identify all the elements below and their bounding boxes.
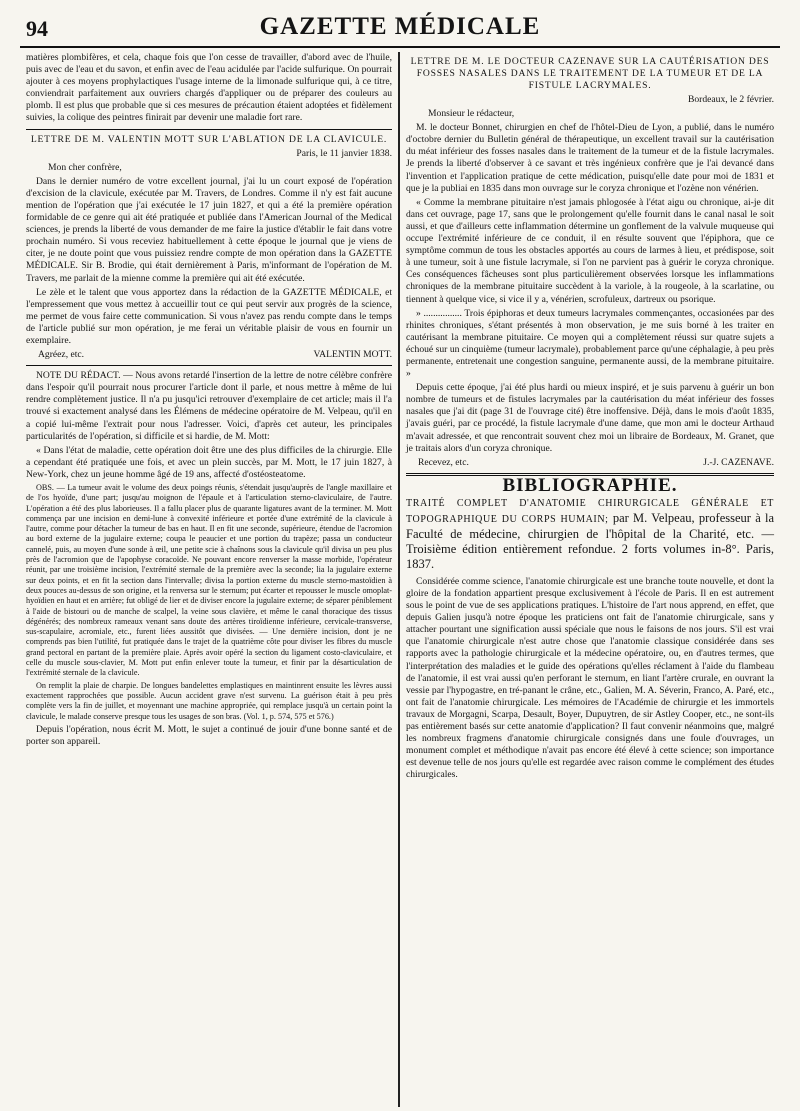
mott-dateline: Paris, le 11 janvier 1838.	[296, 147, 392, 159]
masthead-title: GAZETTE MÉDICALE	[259, 13, 541, 40]
final-remark: Depuis l'opération, nous écrit M. Mott, le sujet a continué de jouir d'une bonne santé et de porter son appareil.	[26, 723, 392, 747]
mott-closing: Agréez, etc.	[38, 349, 85, 361]
cazenave-paragraph-1: M. le docteur Bonnet, chirurgien en chef de l'hôtel-Dieu de Lyon, a publié, dans le numéro d'octobre dernier du Bulletin général de thérapeutique, un excellent travail sur la cautérisation du méat inférieur des fosses nasales dans le traitement de la tumeur et de la fistule lacrymales. Je prends la liberté d'observer à ce savant et très ingénieux confrère que je l'ai devancé dans l'invention et l'application pratique de cette médication, puisqu'elle date pour moi de 1831 et que je la publiai en 1835 dans mon ouvrage sur le coryza chronique et l'ozène non vénérien.	[406, 122, 774, 194]
cazenave-dateline: Bordeaux, le 2 février.	[687, 94, 774, 105]
editor-note: NOTE DU RÉDACT. — Nous avons retardé l'insertion de la lettre de notre célèbre confrère dans l'espoir qu'il pourrait nous procurer l'article dont il parle, et nous mettre à même de lui rendre complètement justice. Il n'a pu jusqu'ici retrouver d'exemplaire de cet article; mais il l'a trouvé si exactement analysé dans les Élémens de médecine opératoire de M. Velpeau, qu'il en a copié lui-même l'extrait pour nous l'adresser. Voici, d'après cet auteur, les principales particularités de l'opération, si difficile et si hardie, de M. Mott:	[26, 370, 392, 442]
book-title: TRAITÉ COMPLET D'ANATOMIE CHIRURGICALE GÉNÉRALE ET TOPOGRAPHIQUE DU CORPS HUMAIN;	[406, 497, 774, 525]
mott-signature: VALENTIN MOTT.	[313, 349, 392, 361]
bibliographie-heading: BIBLIOGRAPHIE.	[502, 474, 678, 496]
mott-salutation: Mon cher confrère,	[48, 161, 122, 173]
cazenave-signoff	[406, 457, 774, 469]
book-citation	[406, 495, 774, 572]
cazenave-salutation: Monsieur le rédacteur,	[428, 108, 515, 120]
mott-signoff	[26, 349, 392, 361]
mott-letter-heading: LETTRE DE M. VALENTIN MOTT SUR L'ABLATION DE LA CLAVICULE.	[30, 133, 388, 145]
page-header	[20, 10, 780, 48]
cazenave-signature: J.-J. CAZENAVE.	[703, 456, 774, 468]
velpeau-quote: « Dans l'état de maladie, cette opération doit être une des plus difficiles de la chirurgie. Elle a cependant été pratiquée une fois, et avec un plein succès, par M. Mott, le 17 juin 1827, à New-York, chez un jeune homme âgé de 19 ans, affecté d'ostéosteatome.	[26, 444, 392, 480]
cazenave-letter-heading: LETTRE DE M. LE DOCTEUR CAZENAVE SUR LA CAUTÉRISATION DES FOSSES NASALES DANS LE TRAITEMENT DE LA TUMEUR ET DE LA FISTULE LACRYMALES.	[410, 56, 770, 91]
right-column	[400, 52, 780, 1107]
mott-paragraph-2: Le zèle et le talent que vous apportez dans la rédaction de la GAZETTE MÉDICALE, et l'empressement que vous mettez à accueillir tout ce qui peut servir aux progrès de la science, me permet de vous faire cette communication. Si vous n'avez pas rendu compte dans le temps de l'article publié sur mon opération, je me ferai un véritable plaisir de vous en fournir un exemplaire.	[26, 286, 392, 346]
divider	[26, 365, 392, 366]
observation-continued: On remplit la plaie de charpie. De longues bandelettes emplastiques en maintinrent ensuite les lèvres aussi exactement rapprochées que possible. Aucun accident grave n'est survenu. La guérison était à peu près complète vers la fin de juillet, et moyennant une machine appropriée, qui remplace jusqu'à un certain point la clavicule, le malade conserve presque tous les usages de son bras. (Vol. 1, p. 574, 575 et 576.)	[26, 680, 392, 721]
cazenave-paragraph-4: Depuis cette époque, j'ai été plus hardi ou mieux inspiré, et je suis parvenu à guérir un bon nombre de tumeurs et de fistules lacrymales par la cautérisation du méat inférieur des fosses nasales que j'ai dit (page 31 de l'ouvrage cité) être inoffensive. Déjà, dans le mois d'août 1835, j'avais guéri, par ce procédé, la fistule lacrymale d'une dame, que mon ami le docteur Arthaud m'avait adressée, et que rencontrait souvent chez moi un libraire de Bordeaux, M. Granet, que je traitais alors d'un coryza chronique.	[406, 382, 774, 454]
observation-text: OBS. — La tumeur avait le volume des deux poings réunis, s'étendait jusqu'auprès de l'angle maxillaire et de l'os hyoïde, d'une part; jusqu'au moignon de l'épaule et à l'articulation sterno-claviculaire, de l'autre. L'opération a été des plus laborieuses. Il a fallu placer plus de quarante ligatures avant de la terminer. M. Mott commença par une incision en demi-lune à convexité inférieure et portée d'une extrémité de la clavicule à l'autre, comme pour détacher la tumeur de bas en haut. Il en fit une seconde, supérieure, étendue de l'acromion au bord externe de la jugulaire externe; coupa le peaucier et une portion du trapèze; passa un conducteur cannelé, puis, au moyen d'une sonde à œil, une petite scie à chaînons sous la clavicule qu'il divisa un peu plus près de l'acromion que de l'apophyse coracoïde. Ne pouvant encore renverser la masse morbide, l'opérateur réunit, par une troisième incision, l'extrémité sternale de la première avec la seconde; lia la jugulaire externe sur deux points, et en fit la section dans l'intervalle; divisa la portion externe du muscle sterno-mastoïdien à deux pouces au-dessus de son origine, et la renversa sur le sternum; put écarter et repousser le muscle omoplat-hyoïdien en haut et en arrière; fut obligé de lier et de diviser encore la jugulaire externe; de séparer péniblement à l'aide de bistouri ou de manche de scalpel, la veine sous clavière, et même le canal thoracique des tissus dégénérés; des nombreux rameaux venant sans doute des artères tiroïdienne inférieure, cervicale-transverse, sus-scapulaire, acromiale, etc., furent liées aussitôt que divisées. — Une dernière incision, dont je ne comprends pas bien l'utilité, fut pratiquée dans le trajet de la quatrième côte pour diviser les fibres du muscle grand pectoral en partant de la première plaie. Après avoir opéré la section du ligament costo-claviculaire, et celle du muscle sous-clavier, M. Mott put enfin enlever toute la tumeur, et finir par la désarticulation de l'extrémité sternale de la clavicule.	[26, 483, 392, 678]
columns	[20, 52, 780, 1107]
intro-paragraph: matières plombifères, et cela, chaque fois que l'on cesse de travailler, d'abord avec de l'huile, puis avec de l'eau et du savon, et enfin avec de l'eau acidulée par l'acide sulfurique. On pourrait ajouter à ces moyens prophylactiques l'usage interne de la limonade sulfurique qui, à ce titre, conviendrait parfaitement aux ouvriers chargés d'appliquer ou de préparer des couleurs au plomb. Il est plus que probable que si ces mesures de précaution étaient adoptées et fidèlement suivies, la colique des peintres finirait par devenir une maladie fort rare.	[26, 52, 392, 124]
mott-paragraph-1: Dans le dernier numéro de votre excellent journal, j'ai lu un court exposé de l'opération d'excision de la clavicule, exécutée par M. Travers, de Londres. Comme il n'y est fait aucune mention de l'opération que j'ai exécutée le 17 juin 1827, et qui a été la première opération formidable de ce genre qui ait été pratiquée et publiée dans l'American Journal of the Medical sciences, je prends la liberté de vous demander de me faire la justice d'établir le fait dans votre prochain numéro. Si vous receviez habituellement à cette époque le journal que je viens de citer, je ne doute point que vous puissiez rendre compte de mon opération dans la GAZETTE MÉDICALE. Sir B. Brodie, qui était dernièrement à Paris, m'informant de l'opération de M. Travers, me parlait de la mienne comme la première qui ait été exécutée.	[26, 175, 392, 284]
cazenave-paragraph-3: » ................ Trois épiphoras et deux tumeurs lacrymales commençantes, occasionées par des rhinites chroniques, s'étant présentés à mon observation, je me suis borné à les traiter en cautérisant la membrane pituitaire. Ce moyen qui a complètement réussi sur quatre sujets a échoué sur un cinquième (tumeur lacrymale), probablement parce qu'une céphalagie, à peu près permanente, entretenait une congestion sanguine, permanente aussi, de la membrane pituitaire. »	[406, 307, 774, 380]
page-number: 94	[26, 16, 48, 41]
cazenave-paragraph-2: « Comme la membrane pituitaire n'est jamais phlogosée à l'état aigu ou chronique, ai-je dit dans cet ouvrage, page 17, sans que le prolongement qu'elle fournit dans le canal nasal le soit aussi, et que d'ailleurs cette inflammation détermine un gonflement de la valvule muqueuse qui occupe l'extrémité inférieure de ce conduit, il en résulte souvent que l'épiphora, que ce symptôme commun de tous les obstacles apportés au cours de larmes à lieu, et prédispose, soit à une tumeur, soit à une fistule lacrymale, si l'on ne parvient pas à guérir le coryza chronique. Ces conséquences fâcheuses sont plus particulièrement observées lorsque les inflammations chroniques de la membrane pituitaire succèdent à la variole, à la rougeole, à la scarlatine, ou tiennent à quelque vice, si vice il y a, vénérien, scrofuleux, dartreux ou psorique.	[406, 196, 774, 305]
book-details: par M. Velpeau, professeur à la Faculté de médecine, chirurgien de l'hôpital de la Charité, etc. — Troisième édition entièrement refondue. 2 forts volumes in-8°. Paris, 1837.	[406, 510, 774, 571]
review-paragraph: Considérée comme science, l'anatomie chirurgicale est une branche toute nouvelle, et dont la gloire de la fondation appartient presque exclusivement à l'école de Paris. Il en est autrement sous le point de vue de ses applications pratiques. L'histoire de l'art nous apprend, en effet, que depuis Galien jusqu'à notre époque les praticiens ont fait de l'anatomie chirurgicale, sans y attacher pourtant une signification aussi spéciale que nous le faisons de nos jours. S'il est vrai que l'anatomie chirurgicale n'est autre chose que l'anatomie classique considérée dans ses rapports avec la pathologie chirurgicale et la médecine opératoire, ou, en d'autres termes, que l'interprétation des maladies et le guide des opérations qu'elles réclament à l'aide du flambeau de l'anatomie, il est vrai aussi qu'en perforant le sternum, en liant l'artère crurale, en ouvrant la vessie par l'hypogastre, en tré-panant le crâne, etc., Galien, M. A. Séverin, Franco, A. Paré, etc., ont fait de l'anatomie chirurgicale. Les mémoires de l'Académie de chirurgie et les immortels travaux de Morgagni, Scarpa, Desault, Boyer, Dupuytren, de sir Astley Cooper, etc., ne sont-ils pas entièrement basés sur cette anatomie d'application? Il faut convenir néanmoins que, malgré les nombreux fragmens d'anatomie chirurgicale consignés dans une foule d'ouvrages, un monument complet et méthodique n'avait pas encore été élevé à cette science; son importance est devenue telle de nos jours qu'elle est regardée avec raison comme le complément des études chirurgicales.	[406, 575, 774, 781]
divider	[26, 129, 392, 130]
cazenave-closing: Recevez, etc.	[418, 456, 469, 468]
left-column	[20, 52, 400, 1107]
